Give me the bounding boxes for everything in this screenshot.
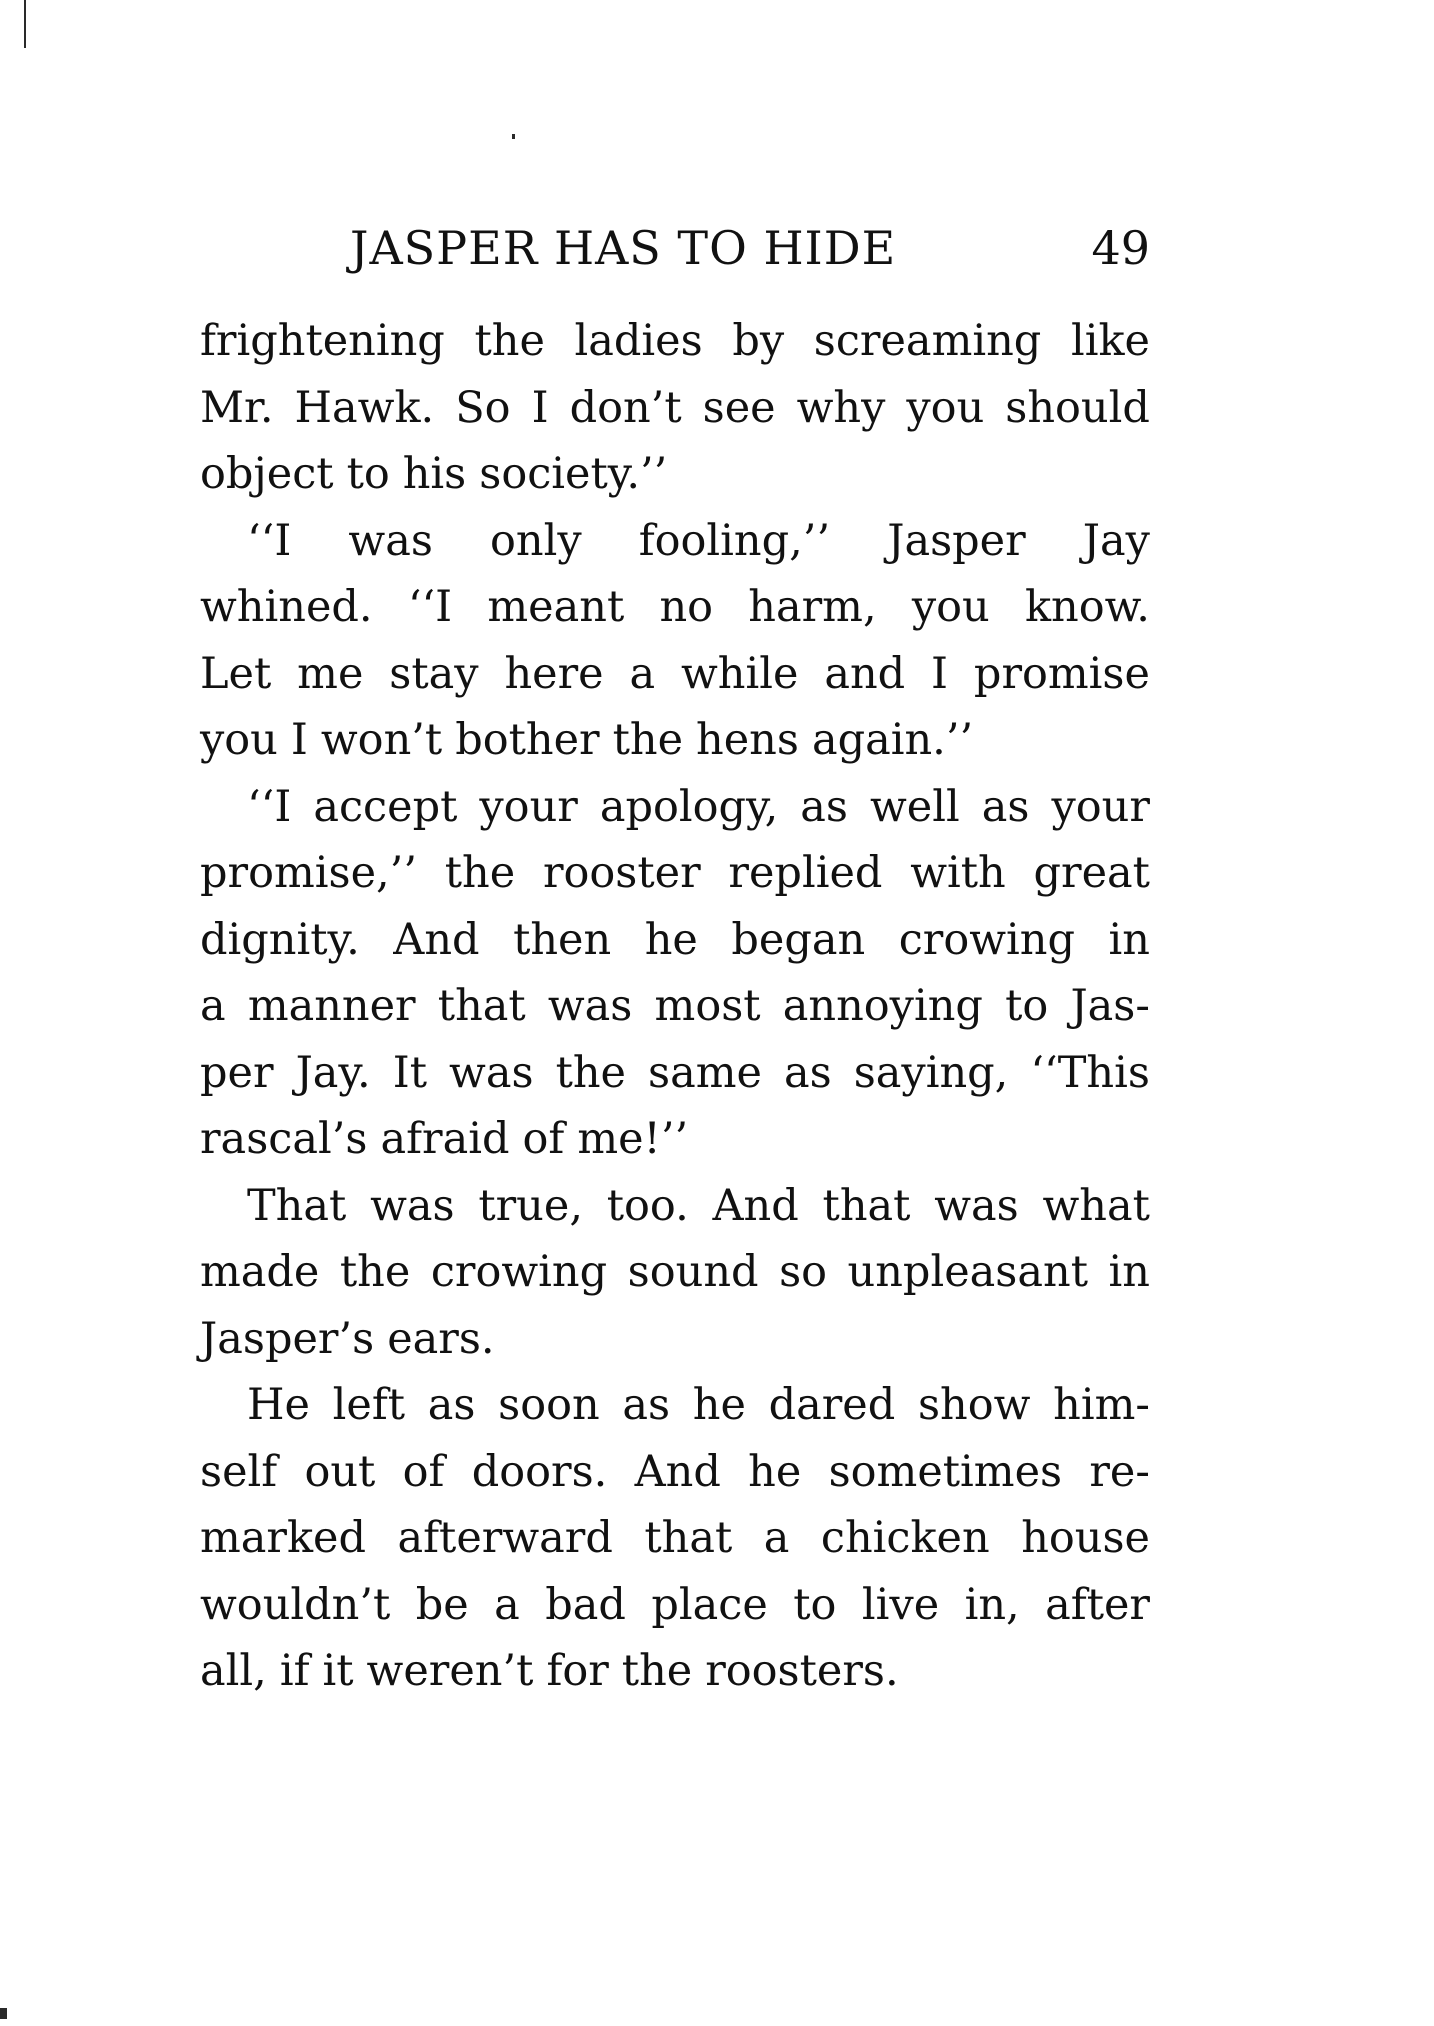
word: doors. <box>471 1446 608 1497</box>
word: well <box>870 781 960 832</box>
word: show <box>917 1380 1031 1430</box>
word: the <box>444 848 516 898</box>
word: stay <box>389 648 479 699</box>
word: the <box>612 715 684 765</box>
word: you <box>906 382 985 433</box>
word: house <box>1021 1513 1150 1563</box>
word: only <box>490 515 582 566</box>
word: why <box>796 382 886 433</box>
word: know. <box>1024 582 1150 632</box>
word: Let <box>200 648 272 699</box>
word: And <box>393 914 480 965</box>
word: ‘‘I <box>247 781 292 832</box>
text-line <box>200 907 1150 974</box>
word: re- <box>1089 1446 1150 1497</box>
scan-mark <box>0 2008 7 2019</box>
running-head: JASPER HAS TO HIDE <box>350 221 897 275</box>
word: Jay <box>1082 515 1150 566</box>
word: for <box>546 1646 609 1696</box>
word: live <box>861 1579 940 1630</box>
word: So <box>455 382 511 433</box>
text-line <box>200 774 1150 841</box>
word: I <box>290 715 308 765</box>
word: weren’t <box>366 1646 534 1696</box>
word: as <box>800 781 848 832</box>
word: manner <box>247 981 416 1031</box>
scan-mark <box>24 0 26 48</box>
word: Jay. <box>295 1047 371 1098</box>
word: of <box>402 1446 445 1497</box>
word: too. <box>606 1180 689 1231</box>
word: place <box>651 1579 768 1630</box>
text-line <box>200 641 1150 708</box>
word: was <box>348 515 433 566</box>
text-line <box>200 441 1150 508</box>
word: as <box>427 1380 476 1430</box>
word: promise,’’ <box>200 848 418 898</box>
word: afterward <box>397 1513 613 1563</box>
word: his <box>402 449 467 499</box>
word: most <box>654 981 761 1031</box>
word: whined. <box>200 582 373 632</box>
text-line <box>200 973 1150 1040</box>
text-line <box>200 1372 1150 1439</box>
word: soon <box>498 1380 600 1430</box>
word: He <box>247 1380 310 1430</box>
word: he <box>644 914 698 965</box>
word: in <box>1108 1247 1150 1297</box>
word: your <box>1051 781 1150 832</box>
text-line <box>200 1106 1150 1173</box>
word: And <box>634 1446 721 1497</box>
word: like <box>1070 316 1150 366</box>
text-line <box>200 1505 1150 1572</box>
word: dared <box>768 1380 896 1430</box>
word: accept <box>313 781 458 832</box>
word: wouldn’t <box>200 1579 391 1630</box>
word: you <box>200 715 278 765</box>
text-line <box>200 574 1150 641</box>
word: the <box>339 1247 411 1297</box>
text-line <box>200 1173 1150 1240</box>
text-line <box>200 840 1150 907</box>
text-line <box>200 1040 1150 1107</box>
word: should <box>1005 382 1150 433</box>
word: crowing <box>898 914 1075 965</box>
word: Hawk. <box>294 382 435 433</box>
word: again.’’ <box>811 715 974 765</box>
word: marked <box>200 1513 366 1563</box>
paragraph <box>200 774 1150 1173</box>
word: unpleasant <box>847 1247 1088 1297</box>
word: that <box>644 1513 733 1563</box>
word: a <box>494 1579 520 1630</box>
text-line <box>200 1239 1150 1306</box>
word: bother <box>455 715 600 765</box>
word: in, <box>964 1579 1020 1630</box>
word: see <box>702 382 776 433</box>
page-number: 49 <box>1091 221 1150 275</box>
word: screaming <box>813 316 1042 366</box>
word: him- <box>1053 1380 1150 1430</box>
word: he <box>692 1380 746 1430</box>
text-line <box>200 1306 1150 1373</box>
word: with <box>910 848 1006 898</box>
word: left <box>332 1380 406 1430</box>
word: was <box>934 1180 1019 1231</box>
paragraph <box>200 1173 1150 1373</box>
word: ‘‘I <box>407 582 453 632</box>
word: won’t <box>320 715 443 765</box>
text-line <box>200 308 1150 375</box>
word: that <box>437 981 526 1031</box>
word: out <box>304 1446 376 1497</box>
word: ‘‘This <box>1030 1047 1150 1098</box>
word: all, <box>200 1646 267 1696</box>
word: chicken <box>820 1513 990 1563</box>
word: that <box>822 1180 911 1231</box>
word: if <box>279 1646 310 1696</box>
word: the <box>621 1646 693 1696</box>
word: a <box>200 981 226 1031</box>
word: was <box>449 1047 534 1098</box>
word: your <box>479 781 578 832</box>
word: was <box>547 981 633 1031</box>
word: you <box>911 582 990 632</box>
word: sound <box>627 1247 759 1297</box>
word: hens <box>696 715 799 765</box>
word: what <box>1042 1180 1150 1231</box>
scan-mark <box>512 134 515 139</box>
word: the <box>555 1047 626 1098</box>
word: object <box>200 449 334 499</box>
text-line <box>200 375 1150 442</box>
word: then <box>513 914 612 965</box>
word: began <box>731 914 866 965</box>
word: don’t <box>569 382 682 433</box>
text-line <box>200 707 1150 774</box>
word: so <box>779 1247 828 1297</box>
word: self <box>200 1446 278 1497</box>
word: saying, <box>853 1047 1009 1098</box>
word: I <box>931 648 949 699</box>
word: was <box>370 1180 455 1231</box>
word: as <box>622 1380 671 1430</box>
word: sometimes <box>828 1446 1063 1497</box>
paragraph <box>200 308 1150 508</box>
word: rascal’s <box>200 1114 368 1164</box>
word: he <box>748 1446 802 1497</box>
text-line <box>200 1439 1150 1506</box>
word: ‘‘I <box>247 515 292 566</box>
word: and <box>824 648 906 699</box>
text-line <box>200 1638 1150 1705</box>
word: frightening <box>200 316 445 366</box>
word: harm, <box>748 582 877 632</box>
word: bad <box>545 1579 626 1630</box>
word: while <box>680 648 799 699</box>
word: by <box>732 316 785 366</box>
word: annoying <box>782 981 983 1031</box>
word: in <box>1108 914 1150 965</box>
word: And <box>712 1180 799 1231</box>
word: here <box>504 648 604 699</box>
word: ladies <box>574 316 703 366</box>
word: society.’’ <box>479 449 668 499</box>
word: dignity. <box>200 914 360 965</box>
word: as <box>783 1047 832 1098</box>
word: roosters. <box>705 1646 899 1696</box>
word: Jasper <box>887 515 1026 566</box>
word: as <box>981 781 1030 832</box>
word: great <box>1033 848 1150 898</box>
paragraph <box>200 1372 1150 1705</box>
text-line <box>200 508 1150 575</box>
word: to <box>793 1579 837 1630</box>
word: meant <box>487 582 625 632</box>
word: made <box>200 1247 320 1297</box>
word: a <box>763 1513 790 1563</box>
word: to <box>1005 981 1049 1031</box>
word: me!’’ <box>577 1114 689 1164</box>
word: the <box>474 316 545 366</box>
word: rooster <box>542 848 701 898</box>
word: Mr. <box>200 382 274 433</box>
word: apology, <box>599 781 779 832</box>
body-text <box>200 308 1150 1705</box>
word: fooling,’’ <box>638 515 831 566</box>
word: promise <box>973 648 1150 699</box>
page-header <box>200 218 1150 278</box>
word: no <box>659 582 714 632</box>
word: ears. <box>387 1313 495 1364</box>
text-line <box>200 1572 1150 1639</box>
word: afraid <box>380 1114 510 1164</box>
word: to <box>346 449 390 499</box>
word: a <box>629 648 656 699</box>
word: true, <box>478 1180 583 1231</box>
word: replied <box>728 848 883 898</box>
word: Jas- <box>1070 981 1150 1031</box>
paragraph <box>200 508 1150 774</box>
word: crowing <box>430 1247 608 1297</box>
word: of <box>522 1114 565 1164</box>
word: it <box>322 1646 354 1696</box>
word: per <box>200 1047 274 1098</box>
word: I <box>531 382 549 433</box>
word: be <box>415 1579 469 1630</box>
word: after <box>1045 1579 1150 1630</box>
word: That <box>247 1180 347 1231</box>
word: It <box>392 1047 427 1098</box>
word: Jasper’s <box>200 1313 375 1364</box>
word: me <box>297 648 364 699</box>
word: same <box>648 1047 762 1098</box>
